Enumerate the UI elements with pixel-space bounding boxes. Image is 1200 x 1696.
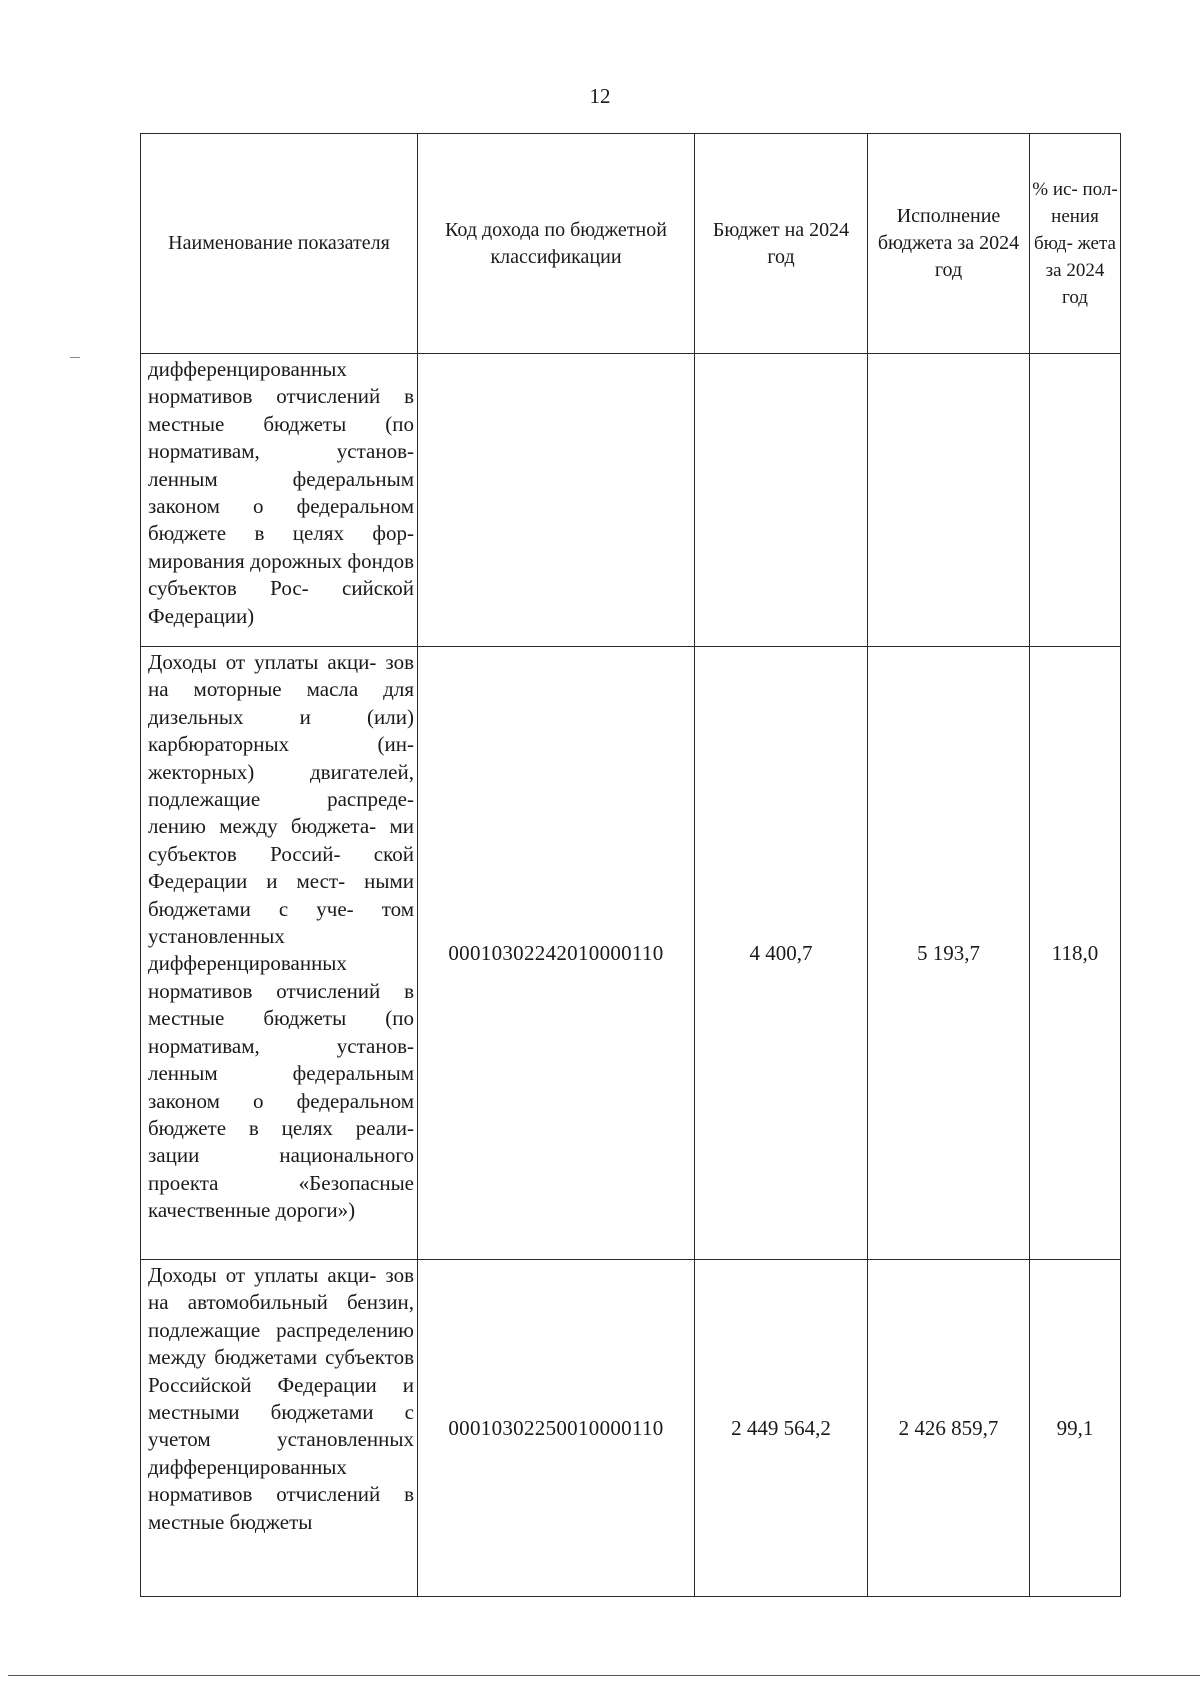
table-row — [141, 354, 1121, 647]
cell-code: 00010302242010000110 — [418, 647, 695, 1260]
header-percent: % ис- пол- нения бюд- жета за 2024 год — [1030, 134, 1121, 354]
cell-name: Доходы от уплаты акци- зов на моторные масла для дизельных и (или) карбюраторных (ин- жекторных) двигателей, подлежащие распреде- лению между бюджета- ми субъектов Россий- ской Федерации и мест- ными бюджетами с уче- том установленных дифференцированных нормативов отчислений в местные бюджеты (по нормативам, установ- ленным федеральным законом о федеральном бюджете в целях реали- зации национального проекта «Безопасные качественные дороги») — [141, 647, 418, 1260]
cell-code: 00010302250010000110 — [418, 1260, 695, 1597]
cell-name: дифференцированных нормативов отчислений в местные бюджеты (по нормативам, установ- ленным федеральным законом о федеральном бюджете в целях фор- мирования дорожных фондов субъектов Рос- сийской Федерации) — [141, 354, 418, 647]
table-row — [141, 647, 1121, 1260]
cell-budget: 2 449 564,2 — [695, 1260, 868, 1597]
budget-table — [140, 133, 1121, 1597]
header-execution: Исполнение бюджета за 2024 год — [868, 134, 1030, 354]
cell-execution: 5 193,7 — [868, 647, 1030, 1260]
margin-mark — [70, 357, 80, 358]
cell-percent: 99,1 — [1030, 1260, 1121, 1597]
table-header-row — [141, 134, 1121, 354]
header-name: Наименование показателя — [141, 134, 418, 354]
cell-name: Доходы от уплаты акци- зов на автомобильный бензин, подлежащие распределению между бюджетами субъектов Российской Федерации и местными бюджетами с учетом установленных дифференцированных нормативов отчислений в местные бюджеты — [141, 1260, 418, 1597]
header-budget: Бюджет на 2024 год — [695, 134, 868, 354]
cell-percent: 118,0 — [1030, 647, 1121, 1260]
bottom-rule — [8, 1675, 1200, 1676]
cell-budget: 4 400,7 — [695, 647, 868, 1260]
cell-execution: 2 426 859,7 — [868, 1260, 1030, 1597]
cell-percent — [1030, 354, 1121, 647]
cell-execution — [868, 354, 1030, 647]
table-row — [141, 1260, 1121, 1597]
cell-code — [418, 354, 695, 647]
cell-budget — [695, 354, 868, 647]
header-code: Код дохода по бюджетной классификации — [418, 134, 695, 354]
page-number: 12 — [589, 84, 611, 108]
